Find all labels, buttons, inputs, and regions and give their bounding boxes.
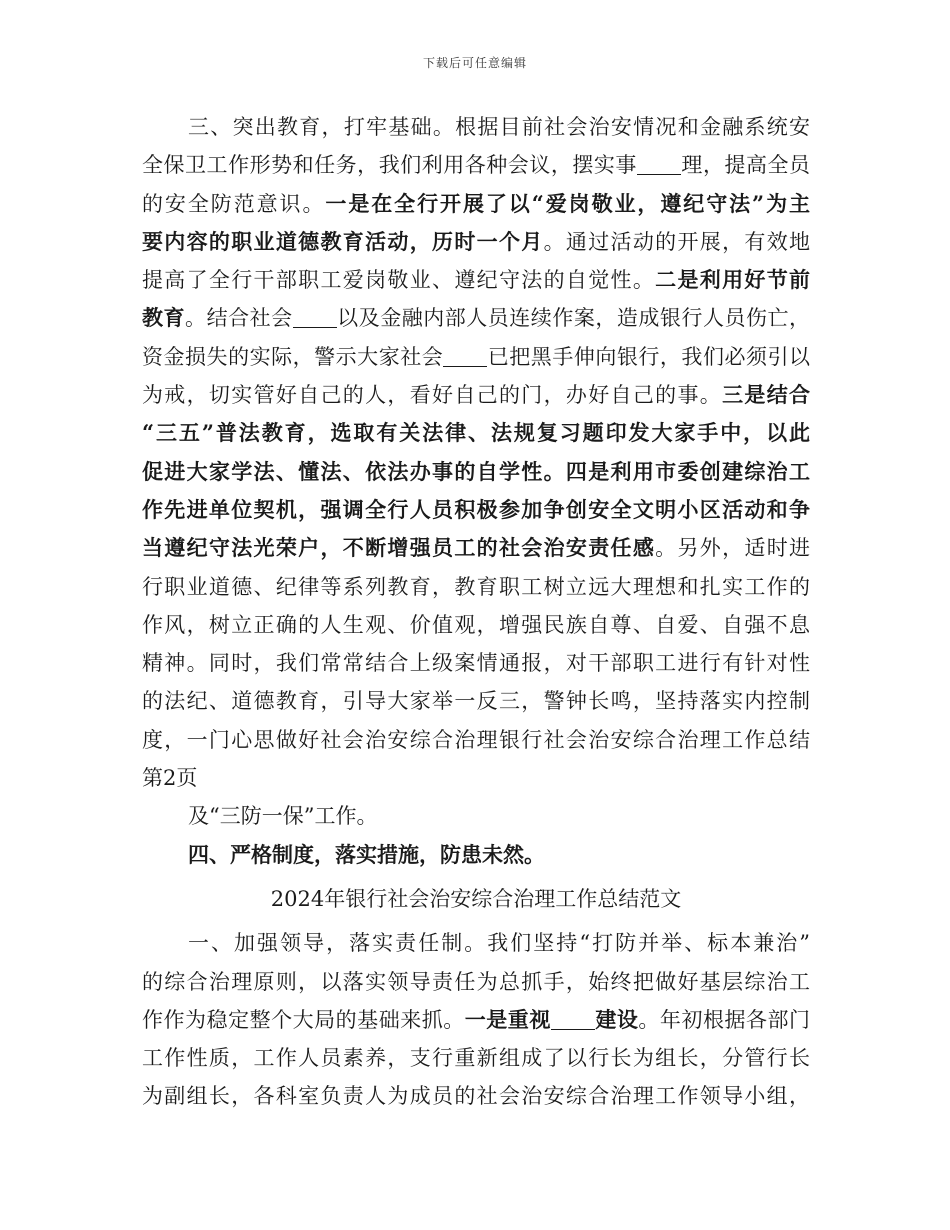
paragraph-line <box>142 491 810 529</box>
text: 及“三防一保”工作。 <box>188 804 378 829</box>
text: 作作为稳定整个大局的基础来抓。 <box>142 1007 465 1032</box>
bold-text: 二是利用好节前 <box>655 267 811 293</box>
bold-text: “三五”普法教育，选取有关法律、法规复习题印发大家手中，以此 <box>142 420 810 446</box>
text: 作风，树立正确的人生观、价值观，增强民族自尊、自爱、自强不息 <box>142 612 810 637</box>
paragraph-line <box>142 568 810 606</box>
paragraph-line <box>142 606 810 644</box>
text: 理，提高全员 <box>680 153 811 178</box>
paragraph-line <box>142 414 810 452</box>
bold-text: 四、严格制度，落实措施，防患未然。 <box>188 841 545 867</box>
paragraph-line <box>142 797 810 835</box>
text: 以及金融内部人员连续作案，造成银行人员伤亡， <box>336 306 811 331</box>
bold-text: 一是在全行开展了以“爱岗敬业，遵纪守法”为主 <box>325 190 810 216</box>
blank-underline <box>293 306 337 328</box>
paragraph-line <box>142 376 810 414</box>
title-text: 2024年银行社会治安综合治理工作总结范文 <box>270 886 682 911</box>
bold-text: 教育 <box>142 305 186 331</box>
text: 资金损失的实际，警示大家社会 <box>142 344 444 369</box>
text: 工作性质，工作人员素养，支行重新组成了以行长为组长，分管行长 <box>142 1046 810 1071</box>
text: 。年初根据各部门 <box>638 1007 811 1032</box>
paragraph-line <box>142 146 810 184</box>
paragraph-line <box>142 261 810 299</box>
paragraph-line <box>142 1039 810 1077</box>
paragraph-line <box>142 299 810 337</box>
text: 的法纪、道德教育，引导大家举一反三，警钟长鸣，坚持落实内控制 <box>142 689 810 714</box>
text: 为副组长，各科室负责人为成员的社会治安综合治理工作领导小组， <box>142 1084 810 1109</box>
page-marker <box>142 759 810 797</box>
bold-text: 当遵纪守法光荣户，不断增强员工的社会治安责任感 <box>142 535 656 561</box>
text: 的安全防范意识。 <box>142 191 326 216</box>
page-header: 下载后可任意编辑 <box>422 56 527 70</box>
paragraph-line <box>142 338 810 376</box>
paragraph-line <box>142 108 810 146</box>
paragraph-line <box>142 963 810 1001</box>
text: 三、突出教育，打牢基础。根据目前社会治安情况和金融系统安 <box>188 115 810 139</box>
paragraph-line <box>142 185 810 223</box>
bold-text: 促进大家学法、懂法、依法办事的自学性。四是利用市委创建综治工 <box>142 458 810 484</box>
section-heading <box>142 836 810 874</box>
text: 一、加强领导，落实责任制。我们坚持“打防并举、标本兼治” <box>188 931 810 956</box>
bold-text: 作先进单位契机，强调全行人员积极参加争创安全文明小区活动和争 <box>142 496 810 522</box>
paragraph-line <box>142 924 810 962</box>
paragraph-line <box>142 223 810 261</box>
paragraph-line <box>142 1001 810 1039</box>
text: 。结合社会 <box>185 306 293 331</box>
text: 行职业道德、纪律等系列教育，教育职工树立远大理想和扎实工作的 <box>142 574 810 599</box>
text: 。另外，适时进 <box>655 536 811 561</box>
text: 全保卫工作形势和任务，我们利用各种会议，摆实事 <box>142 153 637 178</box>
blank-underline <box>443 345 487 367</box>
paragraph-line <box>142 1077 810 1115</box>
paragraph-line <box>142 453 810 491</box>
text: 。通过活动的开展，有效地 <box>543 229 811 254</box>
text: 提高了全行干部职工爱岗敬业、遵纪守法的自觉性。 <box>142 268 656 293</box>
paragraph-line <box>142 644 810 682</box>
blank-underline <box>551 1008 595 1030</box>
text: 的综合治理原则，以落实领导责任为总抓手，始终把做好基层综治工 <box>142 969 810 994</box>
paragraph-line <box>142 529 810 567</box>
bold-text: 三是结合 <box>722 382 811 408</box>
text: 已把黑手伸向银行，我们必须引以 <box>487 344 811 369</box>
text: 精神。同时，我们常常结合上级案情通报，对干部职工进行有针对性 <box>142 651 810 676</box>
bold-text: 要内容的职业道德教育活动，历时一个月 <box>142 228 544 254</box>
paragraph-line <box>142 682 810 720</box>
document-body <box>142 108 810 1116</box>
paragraph-line <box>142 721 810 759</box>
text: 为戒，切实管好自己的人，看好自己的门，办好自己的事。 <box>142 383 723 408</box>
article-title <box>142 880 810 918</box>
bold-text: 一是重视 <box>464 1006 551 1032</box>
text: 度，一门心思做好社会治安综合治理银行社会治安综合治理工作总结 <box>142 727 810 752</box>
text: 第2页 <box>142 766 198 791</box>
blank-underline <box>637 153 681 175</box>
bold-text: 建设 <box>594 1006 639 1032</box>
